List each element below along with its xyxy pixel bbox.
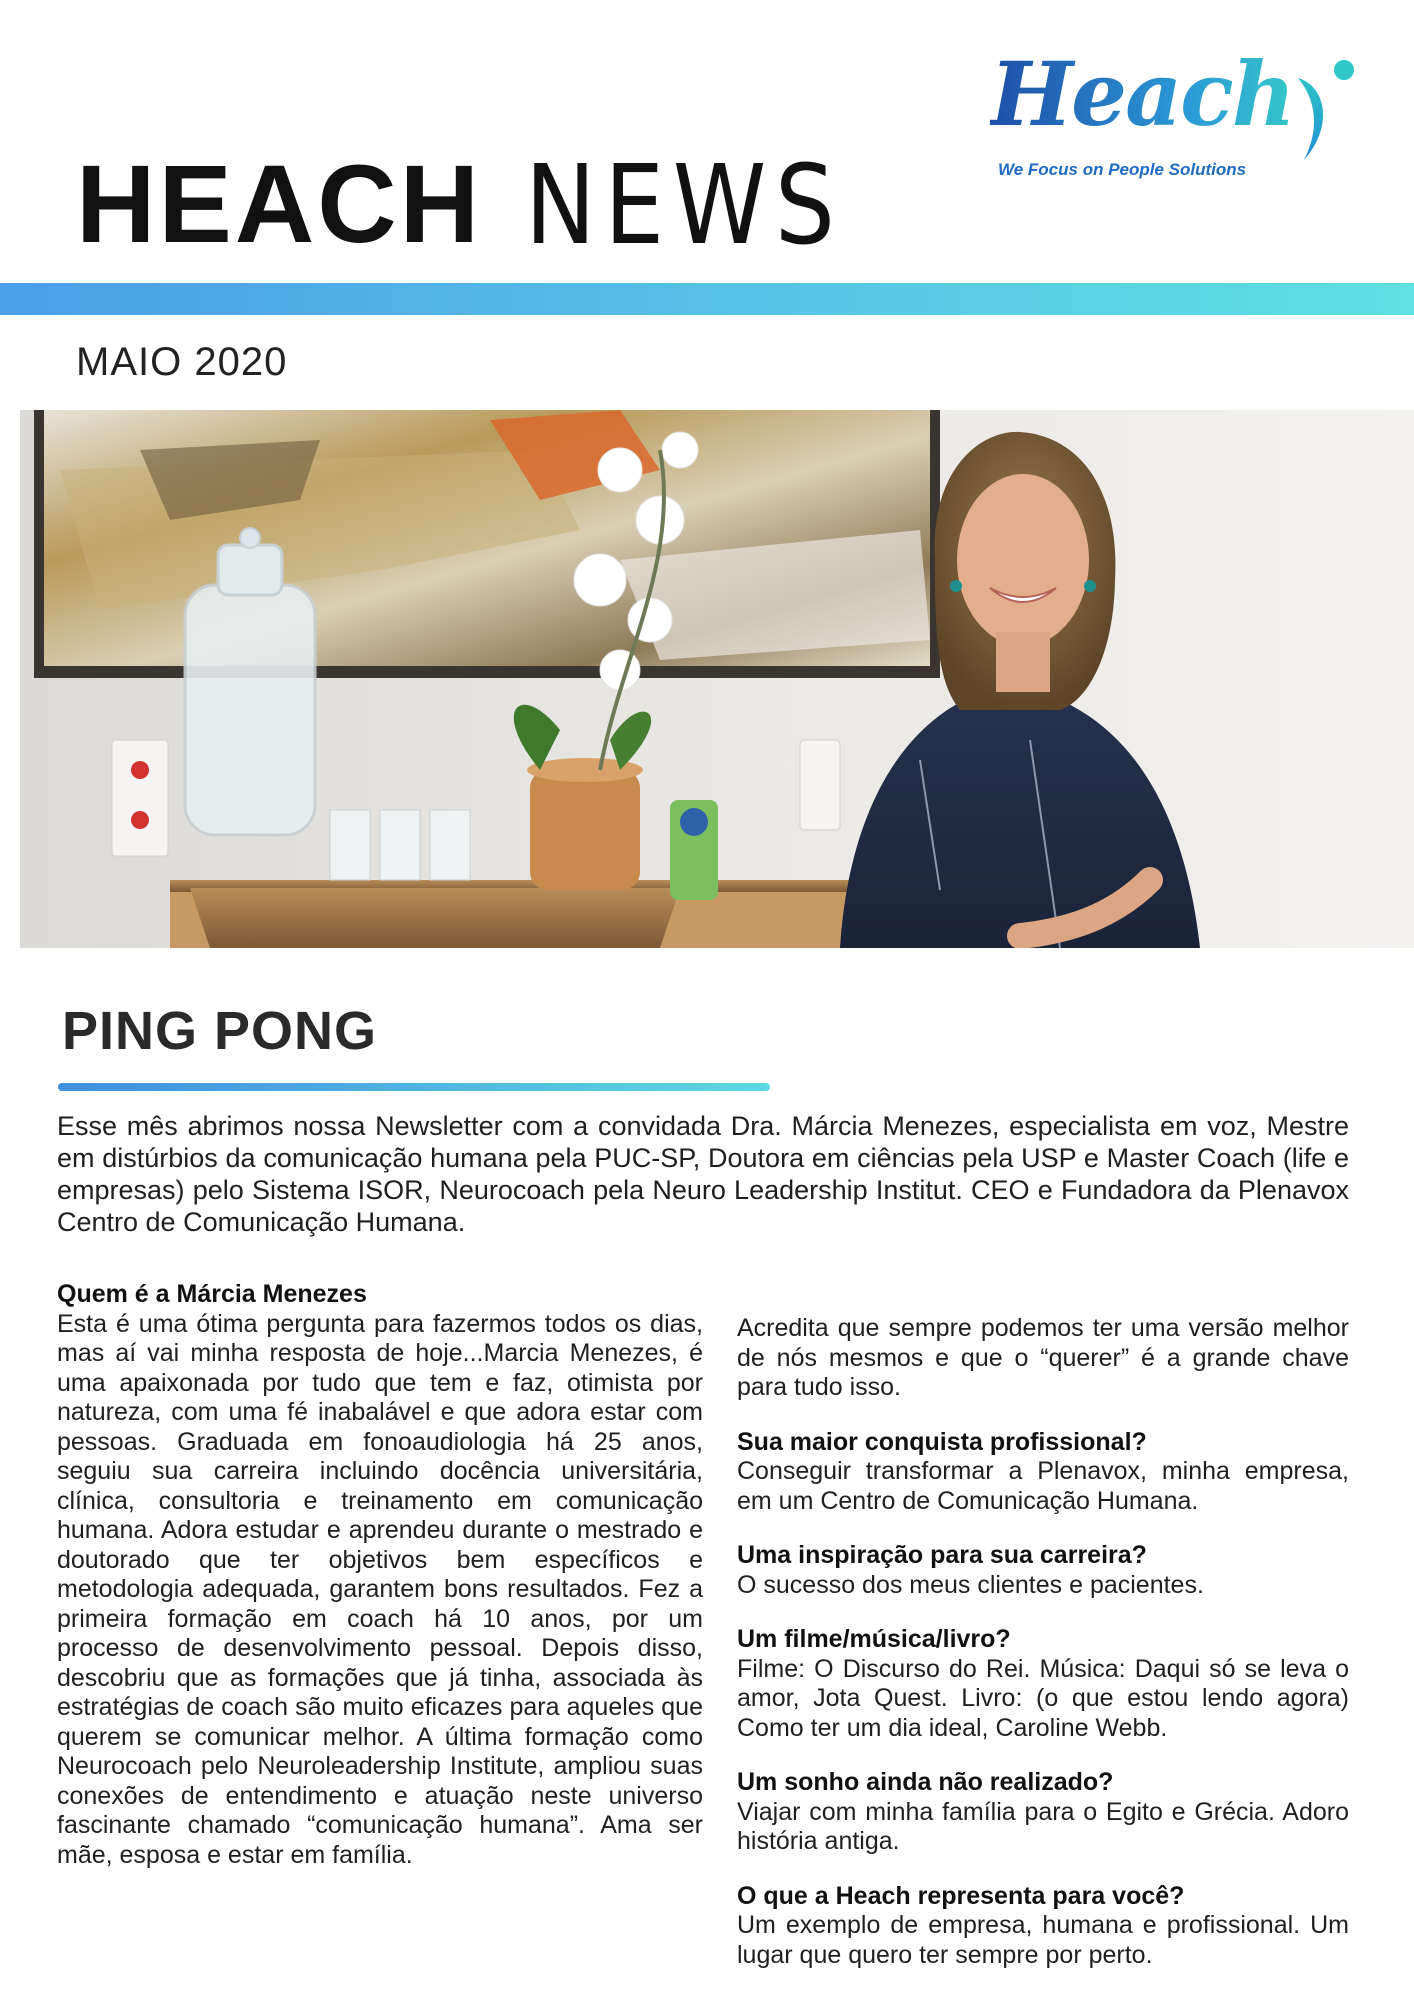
qa-answer: Viajar com minha família para o Egito e Grécia. Adoro história antiga. <box>737 1797 1349 1855</box>
qa-item <box>737 1428 1349 1517</box>
qa-item <box>737 1625 1349 1743</box>
qa-answer: Filme: O Discurso do Rei. Música: Daqui só se leva o amor, Jota Quest. Livro: (o que estou lendo agora) Como ter um dia ideal, Caroline Webb. <box>737 1654 1349 1742</box>
newsletter-title-bold: HEACH <box>76 143 483 266</box>
qa-item <box>737 1768 1349 1857</box>
hero-photo <box>20 410 1414 948</box>
section-title: PING PONG <box>62 1001 378 1061</box>
qa-question: Uma inspiração para sua carreira? <box>737 1541 1147 1569</box>
qa-question: Um sonho ainda não realizado? <box>737 1768 1114 1796</box>
qa-item <box>737 1541 1349 1600</box>
qa-question: Um filme/música/livro? <box>737 1625 1011 1653</box>
qa-question: O que a Heach representa para você? <box>737 1881 1185 1910</box>
right-continuation: Acredita que sempre podemos ter uma versão melhor de nós mesmos e que o “querer” é a grande chave para tudo isso. <box>737 1314 1349 1401</box>
issue-date: MAIO 2020 <box>76 340 288 384</box>
left-column <box>57 1280 703 1870</box>
qa-answer: Um exemplo de empresa, humana e profissional. Um lugar que quero ter sempre por perto. <box>737 1911 1349 1969</box>
header-gradient-bar <box>0 283 1414 315</box>
logo-wordmark: Heach <box>990 42 1294 146</box>
newsletter-title-light: NEWS <box>525 141 844 269</box>
heach-logo <box>990 42 1360 190</box>
logo-swoosh-icon <box>1290 56 1360 166</box>
left-body: Esta é uma ótima pergunta para fazermos todos os dias, mas aí vai minha resposta de hoje...Marcia Menezes, é uma apaixonada por tudo que tem e faz, otimista por natureza, com uma fé inabalável e que adora estar com pessoas. Graduada em fonoaudiologia há 25 anos, seguiu sua carreira incluindo docência universitária, clínica, consultoria e treinamento em comunicação humana. Adora estudar e aprendeu durante o mestrado e doutorado que ter objetivos bem específicos e metodologia adequada, garantem bons resultados. Fez a primeira formação em coach há 10 anos, por um processo de desenvolvimento pessoal. Depois disso, descobriu que as formações que já tinha, associada às estratégias de coach são muito eficazes para aqueles que querem se comunicar melhor. A última formação como Neurocoach pelo Neuroleadership Institute, ampliou suas conexões de entendimento e atuação neste universo fascinante chamado “comunicação humana”. Ama ser mãe, esposa e estar em família. <box>57 1309 703 1869</box>
qa-item <box>737 1882 1349 1971</box>
qa-answer: O sucesso dos meus clientes e pacientes. <box>737 1570 1204 1599</box>
qa-question: Sua maior conquista profissional? <box>737 1427 1147 1456</box>
intro-paragraph: Esse mês abrimos nossa Newsletter com a convidada Dra. Márcia Menezes, especialista em voz, Mestre em distúrbios da comunicação humana pela PUC-SP, Doutora em ciências pela USP e Master Coach (life e empresas) pelo Sistema ISOR, Neurocoach pela Neuro Leadership Institut. CEO e Fundadora da Plenavox Centro de Comunicação Humana. <box>57 1111 1349 1237</box>
logo-tagline: We Focus on People Solutions <box>998 160 1247 179</box>
qa-answer: Conseguir transformar a Plenavox, minha empresa, em um Centro de Comunicação Humana. <box>737 1457 1349 1515</box>
left-heading: Quem é a Márcia Menezes <box>57 1280 367 1308</box>
section-underline <box>58 1083 770 1091</box>
right-column <box>737 1314 1349 1995</box>
